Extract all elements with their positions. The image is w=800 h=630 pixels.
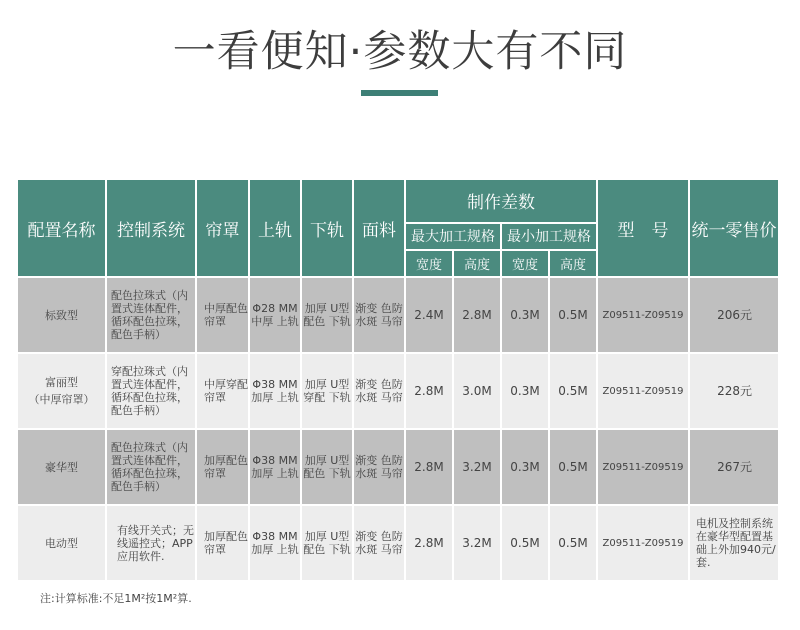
lower-rail-cell: 加厚 U型 配色 下轨 <box>301 505 353 581</box>
header-fabric: 面料 <box>353 179 405 277</box>
price-cell: 电机及控制系统在豪华型配置基础上外加940元/套. <box>689 505 779 581</box>
max-width-cell: 2.8M <box>405 429 453 505</box>
config-name-cell: 电动型 <box>17 505 106 581</box>
max-height-cell: 2.8M <box>453 277 501 353</box>
header-upper-rail: 上轨 <box>249 179 301 277</box>
spec-table-container <box>16 178 780 582</box>
upper-rail-cell: Φ28 MM 中厚 上轨 <box>249 277 301 353</box>
valance-cell: 中厚穿配帘罩 <box>196 353 249 429</box>
control-cell: 配色拉珠式（内置式连体配件，循环配色拉珠，配色手柄） <box>106 429 196 505</box>
title-underline <box>361 90 438 96</box>
valance-cell: 加厚配色帘罩 <box>196 429 249 505</box>
valance-cell: 中厚配色帘罩 <box>196 277 249 353</box>
config-name-cell <box>17 353 106 429</box>
max-height-cell: 3.2M <box>453 429 501 505</box>
page-title: 一看便知·参数大有不同 <box>172 27 628 77</box>
header-lower-rail: 下轨 <box>301 179 353 277</box>
max-width-cell: 2.4M <box>405 277 453 353</box>
config-name-cell: 豪华型 <box>17 429 106 505</box>
control-cell: 配色拉珠式（内置式连体配件，循环配色拉珠，配色手柄） <box>106 277 196 353</box>
header-min-width: 宽度 <box>501 250 549 277</box>
model-cell: Z09511-Z09519 <box>597 277 689 353</box>
max-height-cell: 3.2M <box>453 505 501 581</box>
upper-rail-cell: Φ38 MM 加厚 上轨 <box>249 505 301 581</box>
max-width-cell: 2.8M <box>405 505 453 581</box>
upper-rail-cell: Φ38 MM 加厚 上轨 <box>249 353 301 429</box>
max-width-cell: 2.8M <box>405 353 453 429</box>
footnote: 注:计算标准:不足1M²按1M²算. <box>40 592 192 605</box>
fabric-cell: 渐变 色防 水斑 马帘 <box>353 277 405 353</box>
header-min-height: 高度 <box>549 250 597 277</box>
table-row <box>17 277 779 353</box>
lower-rail-cell: 加厚 U型 配色 下轨 <box>301 277 353 353</box>
price-cell: 206元 <box>689 277 779 353</box>
min-width-cell: 0.3M <box>501 353 549 429</box>
min-height-cell: 0.5M <box>549 277 597 353</box>
fabric-cell: 渐变 色防 水斑 马帘 <box>353 505 405 581</box>
fabric-cell: 渐变 色防 水斑 马帘 <box>353 353 405 429</box>
upper-rail-cell: Φ38 MM 加厚 上轨 <box>249 429 301 505</box>
valance-cell: 加厚配色帘罩 <box>196 505 249 581</box>
table-row <box>17 353 779 429</box>
header-max-spec: 最大加工规格 <box>405 223 501 250</box>
min-height-cell: 0.5M <box>549 505 597 581</box>
header-tolerance: 制作差数 <box>405 179 597 223</box>
table-row <box>17 505 779 581</box>
header-config-name: 配置名称 <box>17 179 106 277</box>
min-width-cell: 0.3M <box>501 429 549 505</box>
control-cell: 有线开关式；无线遥控式；APP应用软件. <box>106 505 196 581</box>
lower-rail-cell: 加厚 U型 穿配 下轨 <box>301 353 353 429</box>
header-model: 型 号 <box>597 179 689 277</box>
header-control: 控制系统 <box>106 179 196 277</box>
header-valance: 帘罩 <box>196 179 249 277</box>
model-cell: Z09511-Z09519 <box>597 429 689 505</box>
header-max-width: 宽度 <box>405 250 453 277</box>
model-cell: Z09511-Z09519 <box>597 505 689 581</box>
config-name-sub: （中厚帘罩） <box>28 393 95 406</box>
header-price: 统一零售价 <box>689 179 779 277</box>
min-height-cell: 0.5M <box>549 429 597 505</box>
max-height-cell: 3.0M <box>453 353 501 429</box>
lower-rail-cell: 加厚 U型 配色 下轨 <box>301 429 353 505</box>
spec-table <box>16 178 780 582</box>
min-width-cell: 0.5M <box>501 505 549 581</box>
table-row <box>17 429 779 505</box>
config-name: 富丽型 <box>45 376 78 389</box>
config-name-cell: 标致型 <box>17 277 106 353</box>
min-width-cell: 0.3M <box>501 277 549 353</box>
control-cell: 穿配拉珠式（内置式连体配件，循环配色拉珠，配色手柄） <box>106 353 196 429</box>
price-cell: 267元 <box>689 429 779 505</box>
header-max-height: 高度 <box>453 250 501 277</box>
header-min-spec: 最小加工规格 <box>501 223 597 250</box>
price-cell: 228元 <box>689 353 779 429</box>
min-height-cell: 0.5M <box>549 353 597 429</box>
model-cell: Z09511-Z09519 <box>597 353 689 429</box>
fabric-cell: 渐变 色防 水斑 马帘 <box>353 429 405 505</box>
